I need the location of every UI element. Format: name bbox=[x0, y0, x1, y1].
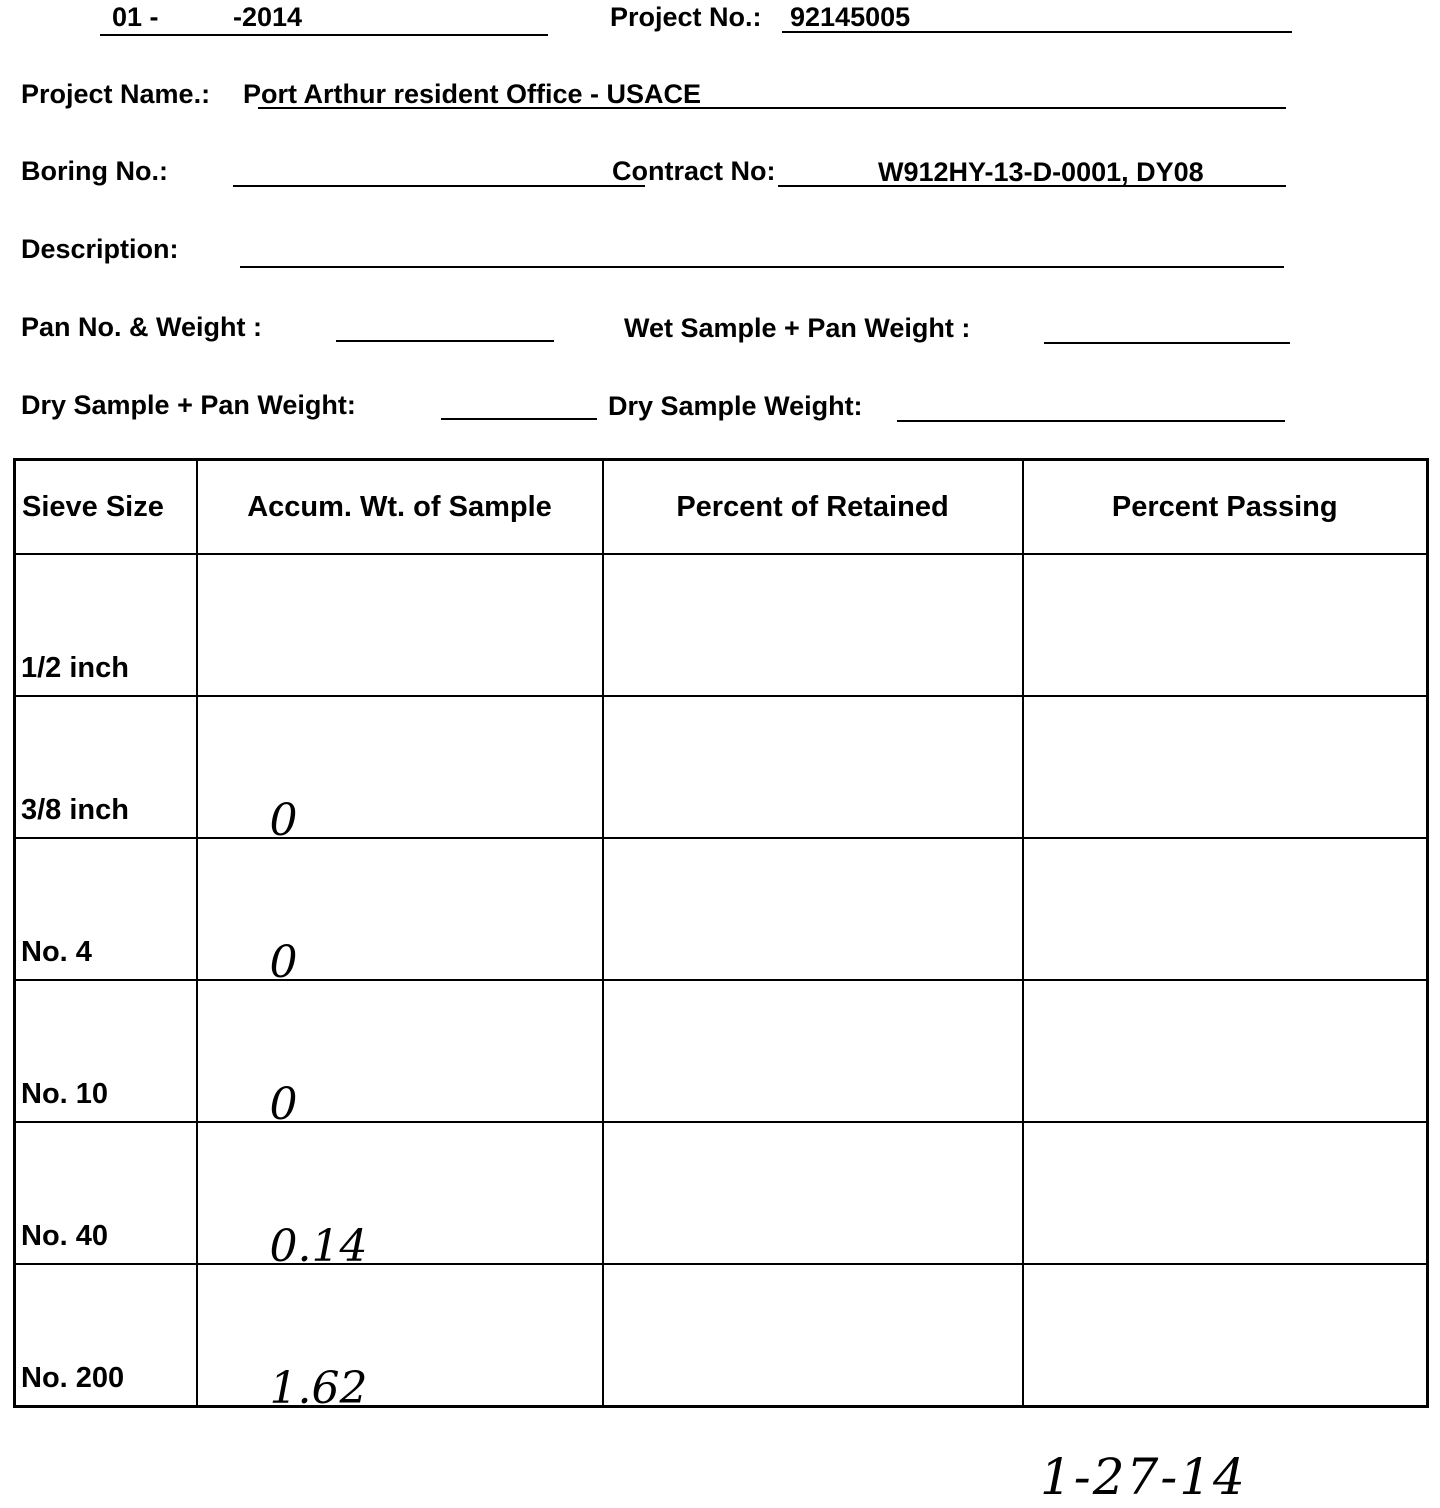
description-label: Description: bbox=[21, 234, 179, 264]
accum-wt-value: 0 bbox=[269, 937, 298, 988]
accum-wt-value: 0 bbox=[269, 795, 298, 846]
sieve-analysis-table bbox=[13, 458, 1429, 1414]
table-row bbox=[15, 696, 1428, 838]
dry-pan-underline bbox=[441, 418, 597, 420]
accum-wt-cell bbox=[197, 980, 603, 1130]
table-header-row bbox=[15, 460, 1428, 555]
wet-sample-label: Wet Sample + Pan Weight : bbox=[624, 313, 971, 343]
project-name-underline bbox=[258, 107, 1286, 109]
col-header-percent-retained: Percent of Retained bbox=[603, 460, 1023, 555]
percent-passing-cell bbox=[1023, 1122, 1428, 1264]
dry-sample-underline bbox=[897, 420, 1285, 422]
contract-no-value: W912HY-13-D-0001, DY08 bbox=[878, 157, 1204, 187]
sieve-size-cell: No. 40 bbox=[15, 1122, 197, 1264]
project-no-value: 92145005 bbox=[790, 2, 911, 32]
date-prefix: 01 - bbox=[112, 2, 159, 32]
percent-passing-cell bbox=[1023, 696, 1428, 838]
pan-weight-label: Pan No. & Weight : bbox=[21, 312, 262, 342]
percent-retained-cell bbox=[603, 838, 1023, 980]
accum-wt-cell bbox=[197, 1122, 603, 1272]
contract-no-label: Contract No: bbox=[612, 156, 776, 186]
date-year: -2014 bbox=[233, 2, 303, 32]
percent-passing-cell bbox=[1023, 980, 1428, 1122]
percent-passing-cell bbox=[1023, 1264, 1428, 1407]
col-header-sieve-size: Sieve Size bbox=[15, 460, 197, 555]
accum-wt-cell bbox=[197, 1264, 603, 1414]
table-row bbox=[15, 980, 1428, 1122]
accum-wt-cell bbox=[197, 838, 603, 988]
sieve-size-cell: 1/2 inch bbox=[15, 554, 197, 696]
accum-wt-value: 1.62 bbox=[269, 1363, 368, 1414]
col-header-accum-wt: Accum. Wt. of Sample bbox=[197, 460, 603, 555]
wet-sample-underline bbox=[1044, 342, 1290, 344]
project-no-label: Project No.: bbox=[610, 2, 762, 32]
boring-no-label: Boring No.: bbox=[21, 156, 168, 186]
accum-wt-cell bbox=[197, 696, 603, 846]
table-row bbox=[15, 1122, 1428, 1264]
date-underline bbox=[100, 34, 548, 36]
description-underline bbox=[240, 266, 1284, 268]
percent-retained-cell bbox=[603, 1264, 1023, 1407]
contract-no-underline bbox=[778, 185, 1286, 187]
boring-no-underline bbox=[233, 185, 645, 187]
project-name-label: Project Name.: bbox=[21, 79, 211, 109]
table-row bbox=[15, 838, 1428, 980]
sieve-size-cell: No. 200 bbox=[15, 1264, 197, 1407]
handwritten-date: 1-27-14 bbox=[1040, 1448, 1247, 1506]
accum-wt-value: 0.14 bbox=[269, 1221, 368, 1272]
dry-sample-label: Dry Sample Weight: bbox=[608, 391, 863, 421]
dry-pan-label: Dry Sample + Pan Weight: bbox=[21, 390, 356, 420]
percent-retained-cell bbox=[603, 980, 1023, 1122]
pan-weight-underline bbox=[336, 340, 554, 342]
percent-retained-cell bbox=[603, 1122, 1023, 1264]
percent-retained-cell bbox=[603, 696, 1023, 838]
table-row bbox=[15, 554, 1428, 696]
sieve-size-cell: No. 4 bbox=[15, 838, 197, 980]
sieve-size-cell: 3/8 inch bbox=[15, 696, 197, 838]
percent-retained-cell bbox=[603, 554, 1023, 696]
accum-wt-cell bbox=[197, 554, 603, 696]
project-no-underline bbox=[782, 31, 1292, 33]
sieve-size-cell: No. 10 bbox=[15, 980, 197, 1122]
project-name-value: Port Arthur resident Office - USACE bbox=[243, 79, 702, 109]
table-row bbox=[15, 1264, 1428, 1407]
accum-wt-value: 0 bbox=[269, 1079, 298, 1130]
col-header-percent-passing: Percent Passing bbox=[1023, 460, 1428, 555]
percent-passing-cell bbox=[1023, 838, 1428, 980]
percent-passing-cell bbox=[1023, 554, 1428, 696]
